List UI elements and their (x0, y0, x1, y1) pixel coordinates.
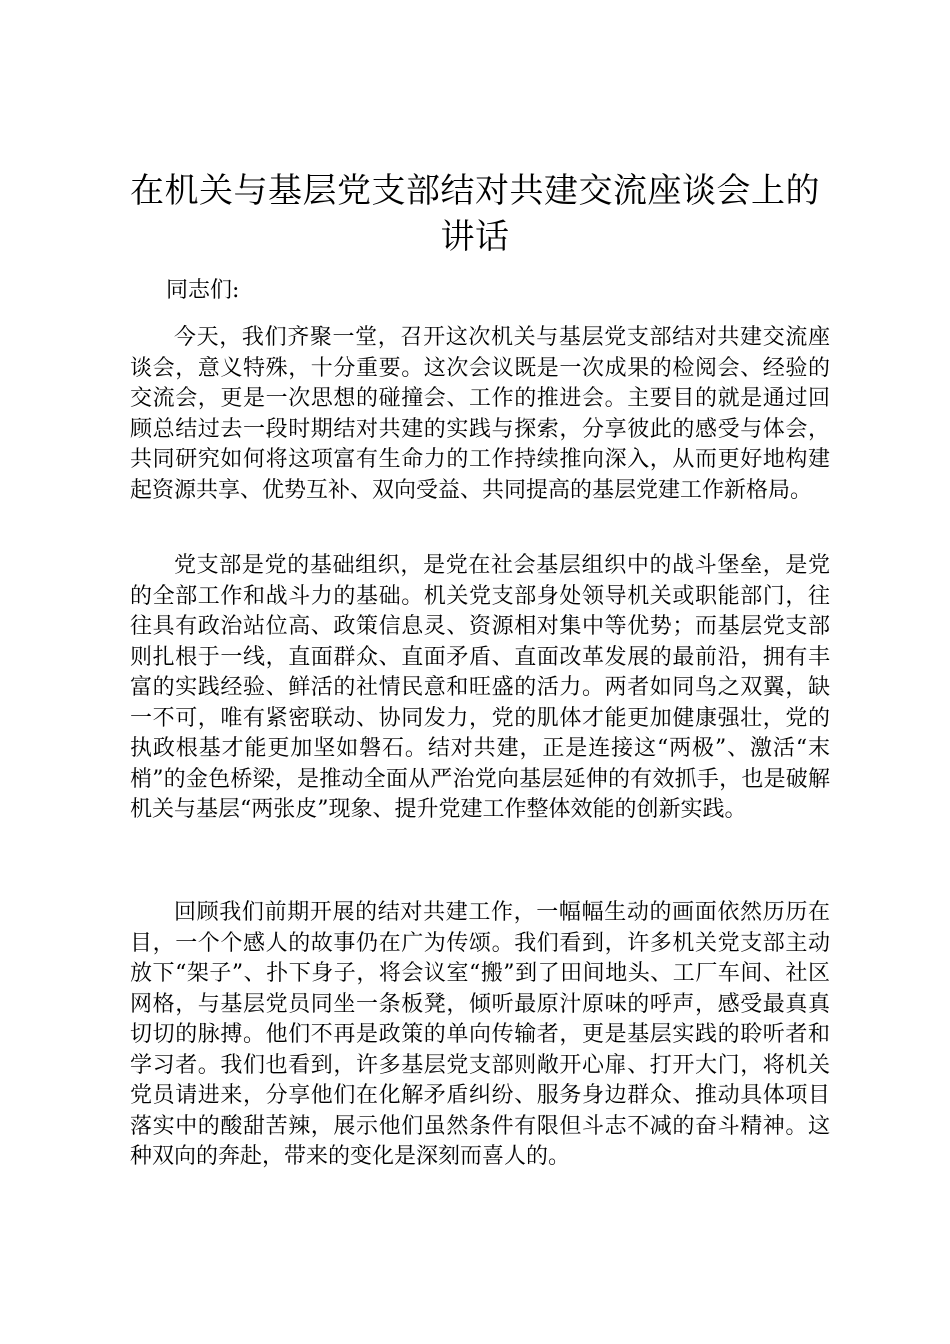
salutation: 同志们: (166, 278, 240, 303)
paragraph-2: 党支部是党的基础组织，是党在社会基层组织中的战斗堡垒，是党的全部工作和战斗力的基础。机关党支部身处领导机关或职能部门，往往具有政治站位高、政策信息灵、资源相对集中等优势；而基层党支部则扎根于一线，直面群众、直面矛盾、直面改革发展的最前沿，拥有丰富的实践经验、鲜活的社情民意和旺盛的活力。两者如同鸟之双翼，缺一不可，唯有紧密联动、协同发力，党的肌体才能更加健康强壮，党的执政根基才能更加坚如磐石。结对共建，正是连接这“两极”、激活“末梢”的金色桥梁，是推动全面从严治党向基层延伸的有效抓手，也是破解机关与基层“两张皮”现象、提升党建工作整体效能的创新实践。 (130, 553, 830, 822)
paragraph-1: 今天，我们齐聚一堂，召开这次机关与基层党支部结对共建交流座谈会，意义特殊，十分重要。这次会议既是一次成果的检阅会、经验的交流会，更是一次思想的碰撞会、工作的推进会。主要目的就是通过回顾总结过去一段时期结对共建的实践与探索，分享彼此的感受与体会，共同研究如何将这项富有生命力的工作持续推向深入，从而更好地构建起资源共享、优势互补、双向受益、共同提高的基层党建工作新格局。 (130, 325, 830, 503)
document-title: 在机关与基层党支部结对共建交流座谈会上的讲话 (130, 171, 820, 257)
paragraph-3: 回顾我们前期开展的结对共建工作，一幅幅生动的画面依然历历在目，一个个感人的故事仍在广为传颂。我们看到，许多机关党支部主动放下“架子”、扑下身子，将会议室“搬”到了田间地头、工厂车间、社区网格，与基层党员同坐一条板凳，倾听最原汁原味的呼声，感受最真真切切的脉搏。他们不再是政策的单向传输者，更是基层实践的聆听者和学习者。我们也看到，许多基层党支部则敞开心扉、打开大门，将机关党员请进来，分享他们在化解矛盾纠纷、服务身边群众、推动具体项目落实中的酸甜苦辣，展示他们虽然条件有限但斗志不减的奋斗精神。这种双向的奔赴，带来的变化是深刻而喜人的。 (130, 900, 830, 1169)
